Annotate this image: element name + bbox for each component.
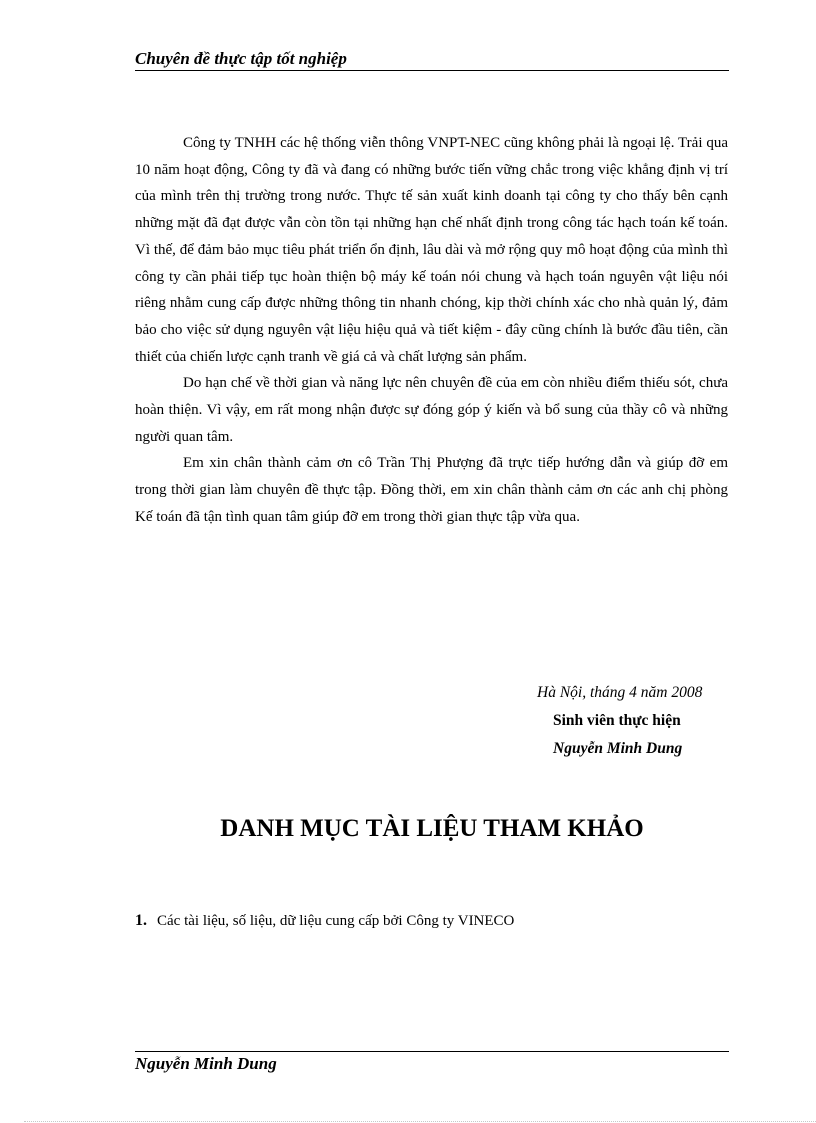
body-text (135, 130, 728, 531)
page-edge-divider (24, 1121, 816, 1122)
signature-role: Sinh viên thực hiện (553, 712, 681, 729)
header-divider (135, 70, 729, 71)
signature-date: Hà Nội, tháng 4 năm 2008 (537, 684, 703, 701)
signature-name: Nguyễn Minh Dung (553, 740, 683, 757)
reference-item (135, 912, 729, 930)
references-list (135, 912, 729, 930)
reference-text: Các tài liệu, số liệu, dữ liệu cung cấp bởi Công ty VINECO (157, 913, 515, 929)
paragraph-1: Công ty TNHH các hệ thống viễn thông VNPT-NEC cũng không phải là ngoại lệ. Trải qua 10 năm hoạt động, Công ty đã và đang có những bước tiến vững chắc trong việc khẳng định vị trí của mình trên thị trường trong nước. Thực tế sản xuất kinh doanh tại công ty cho thấy bên cạnh những mặt đã đạt được vẫn còn tồn tại những hạn chế nhất định trong công tác hạch toán kế toán. Vì thế, để đảm bảo mục tiêu phát triển ổn định, lâu dài và mở rộng quy mô hoạt động của mình thì công ty cần phải tiếp tục hoàn thiện bộ máy kế toán nói chung và hạch toán nguyên vật liệu nói riêng nhằm cung cấp được những thông tin nhanh chóng, kịp thời chính xác cho nhà quản lý, đảm bảo cho việc sử dụng nguyên vật liệu hiệu quả và tiết kiệm - đây cũng chính là bước đầu tiên, cần thiết của chiến lược cạnh tranh về giá cả và chất lượng sản phẩm. (135, 135, 728, 365)
references-heading: DANH MỤC TÀI LIỆU THAM KHẢO (220, 815, 644, 842)
footer-author-name: Nguyễn Minh Dung (135, 1054, 277, 1073)
paragraph-2: Do hạn chế về thời gian và năng lực nên chuyên đề của em còn nhiều điểm thiếu sót, chưa hoàn thiện. Vì vậy, em rất mong nhận được sự đóng góp ý kiến và bổ sung của thầy cô và những người quan tâm. (135, 375, 728, 445)
reference-number: 1. (135, 912, 147, 929)
paragraph-3: Em xin chân thành cảm ơn cô Trần Thị Phượng đã trực tiếp hướng dẫn và giúp đỡ em trong thời gian làm chuyên đề thực tập. Đồng thời, em xin chân thành cảm ơn các anh chị phòng Kế toán đã tận tình quan tâm giúp đỡ em trong thời gian thực tập vừa qua. (135, 455, 728, 525)
page-header-title: Chuyên đề thực tập tốt nghiệp (135, 49, 347, 68)
footer-divider (135, 1051, 729, 1052)
